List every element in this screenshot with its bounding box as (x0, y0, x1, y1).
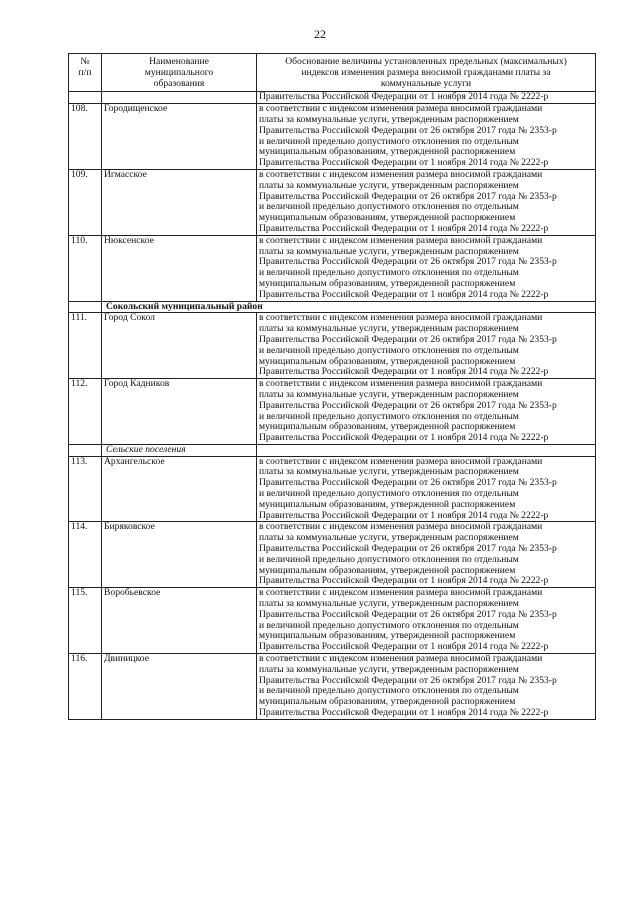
table-row (69, 654, 596, 720)
municipality-name: Город Сокол (102, 313, 257, 379)
header-name: Наименование муниципального образования (102, 54, 257, 92)
municipality-name: Архангельское (102, 456, 257, 522)
row-number: 109. (69, 169, 102, 235)
basis-text: в соответствии с индексом изменения размера вносимой гражданами платы за коммунальные услуги, утвержденным распоряжением Правительства Российской Федерации от 26 октября 2017 года № 2353-р и величиной предельно допустимого отклонения по отдельным муниципальным образованиям, утвержденной распоряжением Правительства Российской Федерации от 1 ноября 2014 года № 2222-р (257, 456, 596, 522)
table-row (69, 104, 596, 170)
header-number: № п/п (69, 54, 102, 92)
table-header-row (69, 54, 596, 92)
subsection-row (69, 444, 596, 456)
municipal-index-table (68, 53, 596, 720)
table-row (69, 588, 596, 654)
municipality-name: Нюксенское (102, 235, 257, 301)
table-row (69, 379, 596, 445)
basis-text: в соответствии с индексом изменения размера вносимой гражданами платы за коммунальные услуги, утвержденным распоряжением Правительства Российской Федерации от 26 октября 2017 года № 2353-р и величиной предельно допустимого отклонения по отдельным муниципальным образованиям, утвержденной распоряжением Правительства Российской Федерации от 1 ноября 2014 года № 2222-р (257, 522, 596, 588)
row-number: 115. (69, 588, 102, 654)
row-number: 112. (69, 379, 102, 445)
row-number: 116. (69, 654, 102, 720)
basis-text: в соответствии с индексом изменения размера вносимой гражданами платы за коммунальные услуги, утвержденным распоряжением Правительства Российской Федерации от 26 октября 2017 года № 2353-р и величиной предельно допустимого отклонения по отдельным муниципальным образованиям, утвержденной распоряжением Правительства Российской Федерации от 1 ноября 2014 года № 2222-р (257, 313, 596, 379)
continuation-row (69, 92, 596, 104)
section-row (69, 301, 596, 313)
municipality-name: Городищенское (102, 104, 257, 170)
table-row (69, 235, 596, 301)
municipality-name: Двиницкое (102, 654, 257, 720)
row-number: 114. (69, 522, 102, 588)
table-row (69, 313, 596, 379)
basis-text: в соответствии с индексом изменения размера вносимой гражданами платы за коммунальные услуги, утвержденным распоряжением Правительства Российской Федерации от 26 октября 2017 года № 2353-р и величиной предельно допустимого отклонения по отдельным муниципальным образованиям, утвержденной распоряжением Правительства Российской Федерации от 1 ноября 2014 года № 2222-р (257, 588, 596, 654)
subsection-title: Сельские поселения (102, 444, 257, 456)
basis-text: в соответствии с индексом изменения размера вносимой гражданами платы за коммунальные услуги, утвержденным распоряжением Правительства Российской Федерации от 26 октября 2017 года № 2353-р и величиной предельно допустимого отклонения по отдельным муниципальным образованиям, утвержденной распоряжением Правительства Российской Федерации от 1 ноября 2014 года № 2222-р (257, 169, 596, 235)
row-number: 108. (69, 104, 102, 170)
basis-text: в соответствии с индексом изменения размера вносимой гражданами платы за коммунальные услуги, утвержденным распоряжением Правительства Российской Федерации от 26 октября 2017 года № 2353-р и величиной предельно допустимого отклонения по отдельным муниципальным образованиям, утвержденной распоряжением Правительства Российской Федерации от 1 ноября 2014 года № 2222-р (257, 654, 596, 720)
municipality-name: Город Кадников (102, 379, 257, 445)
row-number: 110. (69, 235, 102, 301)
basis-text: в соответствии с индексом изменения размера вносимой гражданами платы за коммунальные услуги, утвержденным распоряжением Правительства Российской Федерации от 26 октября 2017 года № 2353-р и величиной предельно допустимого отклонения по отдельным муниципальным образованиям, утвержденной распоряжением Правительства Российской Федерации от 1 ноября 2014 года № 2222-р (257, 104, 596, 170)
municipality-name: Воробьевское (102, 588, 257, 654)
municipality-name: Биряковское (102, 522, 257, 588)
municipality-name: Игмасское (102, 169, 257, 235)
basis-text: в соответствии с индексом изменения размера вносимой гражданами платы за коммунальные услуги, утвержденным распоряжением Правительства Российской Федерации от 26 октября 2017 года № 2353-р и величиной предельно допустимого отклонения по отдельным муниципальным образованиям, утвержденной распоряжением Правительства Российской Федерации от 1 ноября 2014 года № 2222-р (257, 379, 596, 445)
header-basis: Обоснование величины установленных предельных (максимальных) индексов изменения размера вносимой гражданами платы за коммунальные услуги (257, 54, 596, 92)
district-title: Сокольский муниципальный район (102, 301, 596, 313)
row-number: 113. (69, 456, 102, 522)
table-row (69, 522, 596, 588)
table-row (69, 456, 596, 522)
page-number: 22 (314, 27, 326, 41)
continuation-text: Правительства Российской Федерации от 1 ноября 2014 года № 2222-р (257, 92, 596, 104)
table-row (69, 169, 596, 235)
basis-text: в соответствии с индексом изменения размера вносимой гражданами платы за коммунальные услуги, утвержденным распоряжением Правительства Российской Федерации от 26 октября 2017 года № 2353-р и величиной предельно допустимого отклонения по отдельным муниципальным образованиям, утвержденной распоряжением Правительства Российской Федерации от 1 ноября 2014 года № 2222-р (257, 235, 596, 301)
row-number: 111. (69, 313, 102, 379)
